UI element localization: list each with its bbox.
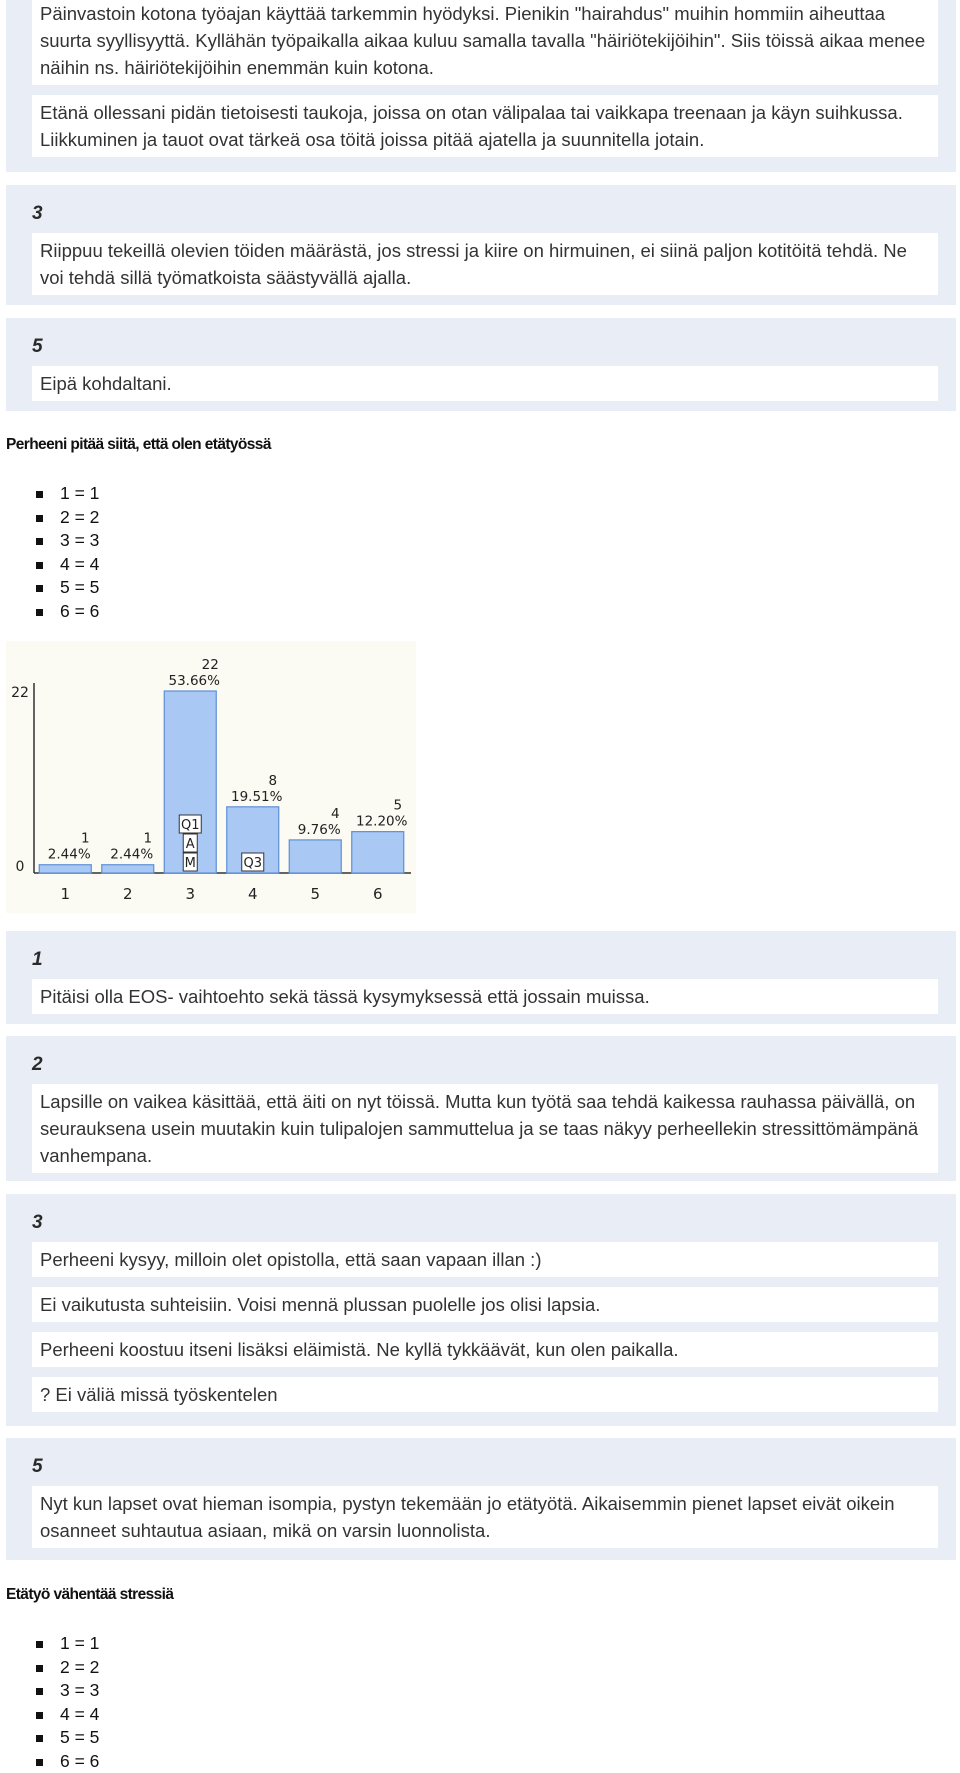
bar-count-label: 4 — [331, 806, 340, 822]
chart-bar — [352, 832, 404, 873]
answer-text: ? Ei väliä missä työskentelen — [32, 1377, 938, 1412]
y-tick-label: 22 — [11, 685, 29, 701]
stat-marker-label: A — [186, 837, 195, 852]
bar-percent-label: 53.66% — [169, 673, 221, 689]
legend-item: 2 = 2 — [30, 1656, 99, 1680]
answer-group — [6, 185, 956, 305]
legend-item: 4 = 4 — [30, 553, 99, 577]
answer-text: Etänä ollessani pidän tietoisesti taukoja, joissa on otan välipalaa tai vaikkapa treenaan ja käyn suihkussa. Liikkuminen ja tauot ovat tärkeä osa töitä joissa pitää ajatella ja suunnitella jotain. — [32, 95, 938, 157]
bar-percent-label: 19.51% — [231, 789, 283, 805]
legend-item: 6 = 6 — [30, 600, 99, 624]
response-distribution-chart — [6, 641, 416, 913]
answer-group-heading: 1 — [32, 941, 938, 979]
legend-item: 1 = 1 — [30, 482, 99, 506]
legend-item: 3 = 3 — [30, 1679, 99, 1703]
stat-marker-label: M — [185, 856, 196, 871]
answer-legend — [30, 1632, 99, 1773]
x-tick-label: 5 — [310, 885, 320, 903]
answer-text: Perheeni kysyy, milloin olet opistolla, että saan vapaan illan :) — [32, 1242, 938, 1277]
answer-group — [6, 931, 956, 1024]
answer-group — [6, 318, 956, 411]
answer-group — [6, 1194, 956, 1426]
answer-group-heading: 2 — [32, 1046, 938, 1084]
stat-marker-label: Q3 — [243, 856, 262, 871]
answer-text: Pitäisi olla EOS- vaihtoehto sekä tässä kysymyksessä että jossain muissa. — [32, 979, 938, 1014]
answer-group-heading: 3 — [32, 1204, 938, 1242]
answer-text: Nyt kun lapset ovat hieman isompia, pystyn tekemään jo etätyötä. Aikaisemmin pienet lapset eivät oikein osanneet suhtautua asiaan, mikä on varsin luonnolista. — [32, 1486, 938, 1548]
x-tick-label: 3 — [185, 885, 195, 903]
question-title: Perheeni pitää siitä, että olen etätyössä — [6, 436, 271, 454]
legend-item: 3 = 3 — [30, 529, 99, 553]
legend-item: 5 = 5 — [30, 1726, 99, 1750]
bar-count-label: 5 — [393, 798, 402, 814]
x-tick-label: 2 — [123, 885, 133, 903]
chart-bar — [39, 865, 91, 873]
chart-bar — [289, 840, 341, 873]
answer-text: Riippuu tekeillä olevien töiden määrästä, jos stressi ja kiire on hirmuinen, ei siinä paljon kotitöitä tehdä. Ne voi tehdä sillä työmatkoista säästyvällä ajalla. — [32, 233, 938, 295]
answer-text: Ei vaikutusta suhteisiin. Voisi mennä plussan puolelle jos olisi lapsia. — [32, 1287, 938, 1322]
answer-text: Eipä kohdaltani. — [32, 366, 938, 401]
legend-item: 2 = 2 — [30, 506, 99, 530]
y-tick-label: 0 — [16, 859, 25, 875]
bar-percent-label: 9.76% — [298, 822, 341, 838]
bar-percent-label: 2.44% — [48, 847, 91, 863]
x-tick-label: 1 — [60, 885, 70, 903]
answer-text: Päinvastoin kotona työajan käyttää tarkemmin hyödyksi. Pienikin "hairahdus" muihin hommiin aiheuttaa suurta syyllisyyttä. Kyllähän työpaikalla aikaa kuluu samalla tavalla "häiriötekijöihin". Siis töissä aikaa menee näihin ns. häiriötekijöihin enemmän kuin kotona. — [32, 0, 938, 85]
bar-count-label: 1 — [143, 831, 152, 847]
x-tick-label: 6 — [373, 885, 383, 903]
bar-count-label: 8 — [268, 773, 277, 789]
answer-group-heading: 5 — [32, 1448, 938, 1486]
bar-chart-svg — [6, 641, 416, 913]
chart-bar — [102, 865, 154, 873]
answer-text: Lapsille on vaikea käsittää, että äiti on nyt töissä. Mutta kun työtä saa tehdä kaikessa rauhassa päivällä, on seurauksena usein muutakin kuin tulipalojen sammuttelua ja se taas näkyy perheellekin stressittömämpänä vanhempana. — [32, 1084, 938, 1173]
bar-percent-label: 2.44% — [110, 847, 153, 863]
legend-item: 4 = 4 — [30, 1703, 99, 1727]
question-title: Etätyö vähentää stressiä — [6, 1586, 173, 1604]
legend-item: 6 = 6 — [30, 1750, 99, 1773]
answer-legend — [30, 482, 99, 623]
answer-group — [6, 0, 956, 172]
answer-group — [6, 1036, 956, 1181]
stat-marker-label: Q1 — [181, 818, 200, 833]
answer-group-heading: 5 — [32, 328, 938, 366]
answer-text: Perheeni koostuu itseni lisäksi eläimistä. Ne kyllä tykkäävät, kun olen paikalla. — [32, 1332, 938, 1367]
bar-count-label: 1 — [81, 831, 90, 847]
answer-group-heading: 3 — [32, 195, 938, 233]
legend-item: 1 = 1 — [30, 1632, 99, 1656]
legend-item: 5 = 5 — [30, 576, 99, 600]
x-tick-label: 4 — [248, 885, 258, 903]
answer-group — [6, 1438, 956, 1560]
bar-count-label: 22 — [202, 657, 219, 673]
bar-percent-label: 12.20% — [356, 814, 408, 830]
